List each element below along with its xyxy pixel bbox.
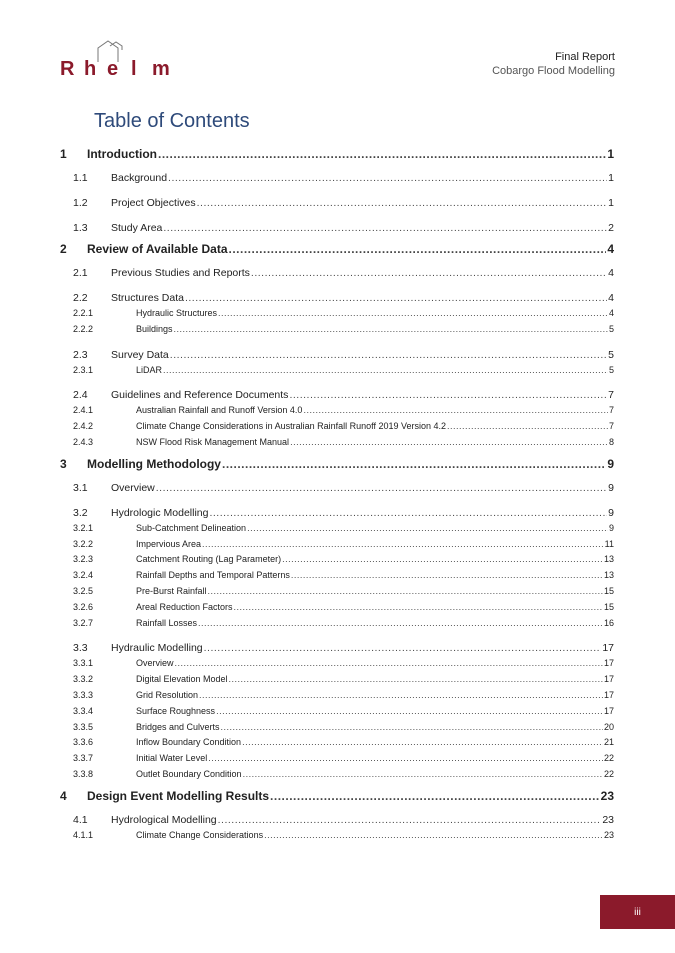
toc-entry-page: 4	[607, 242, 614, 256]
toc-leader-dots	[156, 482, 607, 494]
report-type: Final Report	[555, 51, 615, 63]
toc-entry[interactable]	[60, 308, 614, 324]
toc-entry-number: 2.2	[73, 292, 88, 304]
toc-entry-title: Survey Data	[111, 348, 169, 361]
toc-entry-number: 2.3.1	[73, 364, 94, 375]
toc-entry-page: 8	[608, 436, 614, 447]
toc-entry-number: 3.3.3	[73, 689, 94, 700]
toc-entry[interactable]	[60, 658, 614, 674]
toc-entry-title: Rainfall Losses	[136, 617, 198, 628]
rhelm-logo	[60, 38, 180, 80]
toc-entry-page: 7	[608, 389, 614, 402]
toc-entry-number: 3.2.5	[73, 585, 94, 596]
toc-entry-title: Review of Available Data	[87, 242, 228, 256]
toc-entry[interactable]	[60, 147, 614, 163]
toc-entry-number: 4	[60, 788, 67, 803]
toc-entry-title: Rainfall Depths and Temporal Patterns	[136, 570, 290, 581]
toc-entry[interactable]	[60, 172, 614, 188]
toc-entry-title: Hydraulic Modelling	[111, 642, 203, 655]
toc-entry-title: Guidelines and Reference Documents	[111, 389, 289, 402]
toc-leader-dots	[291, 570, 603, 580]
toc-entry-number: 3.3.8	[73, 768, 94, 779]
toc-entry-number: 4.1	[73, 813, 88, 826]
toc-entry-number: 3.2.6	[73, 601, 94, 612]
toc-entry[interactable]	[60, 421, 614, 437]
toc-leader-dots	[247, 523, 608, 533]
toc-entry-title: Outlet Boundary Condition	[136, 768, 242, 779]
toc-entry-page: 1	[608, 197, 614, 209]
toc-entry[interactable]	[60, 642, 614, 658]
toc-entry-title: Hydraulic Structures	[136, 308, 218, 318]
toc-leader-dots	[163, 222, 607, 234]
toc-entry-title: Background	[111, 172, 168, 184]
toc-entry-page: 1	[607, 147, 614, 161]
toc-entry-page: 16	[603, 617, 614, 628]
toc-entry-number: 3	[60, 456, 67, 471]
toc-entry-title: Grid Resolution	[136, 689, 199, 700]
toc-entry-number: 2.4	[73, 389, 88, 402]
toc-entry-title: Study Area	[111, 222, 163, 234]
toc-entry-page: 17	[602, 642, 614, 655]
toc-entry-title: Australian Rainfall and Runoff Version 4.0	[136, 405, 303, 416]
toc-leader-dots	[229, 242, 607, 256]
toc-leader-dots	[204, 642, 602, 654]
toc-entry-page: 22	[603, 753, 614, 764]
toc-entry-number: 3.2.2	[73, 538, 94, 549]
toc-entry-number: 2.3	[73, 348, 88, 361]
toc-entry[interactable]	[60, 389, 614, 405]
table-of-contents	[60, 143, 614, 846]
toc-entry-page: 23	[602, 813, 614, 826]
toc-entry[interactable]	[60, 722, 614, 738]
toc-entry-title: Inflow Boundary Condition	[136, 737, 242, 748]
toc-entry-page: 4	[608, 308, 614, 318]
toc-entry[interactable]	[60, 292, 614, 308]
toc-entry-page: 22	[603, 768, 614, 779]
toc-entry-title: Hydrologic Modelling	[111, 506, 209, 519]
toc-entry[interactable]	[60, 222, 614, 238]
toc-entry-title: LiDAR	[136, 364, 163, 375]
toc-entry[interactable]	[60, 242, 614, 258]
toc-entry-title: Climate Change Considerations in Australian Rainfall Runoff 2019 Version 4.2	[136, 421, 447, 432]
toc-entry-title: Introduction	[87, 147, 157, 161]
toc-entry-page: 15	[603, 585, 614, 596]
toc-entry-title: Climate Change Considerations	[136, 829, 264, 840]
toc-entry-number: 3.3.7	[73, 753, 94, 764]
toc-leader-dots	[197, 197, 608, 209]
toc-entry-page: 2	[608, 222, 614, 234]
toc-entry[interactable]	[60, 618, 614, 634]
logo-letter: e	[107, 58, 119, 80]
toc-entry-number: 1	[60, 147, 67, 161]
toc-entry-title: Hydrological Modelling	[111, 813, 217, 826]
toc-leader-dots	[251, 267, 607, 279]
toc-leader-dots	[198, 618, 603, 628]
toc-entry[interactable]	[60, 789, 614, 805]
logo-letter: R	[60, 58, 75, 80]
toc-leader-dots	[209, 507, 607, 519]
toc-leader-dots	[208, 753, 603, 763]
toc-entry-number: 3.1	[73, 481, 88, 494]
toc-entry-title: Areal Reduction Factors	[136, 601, 233, 612]
toc-entry[interactable]	[60, 586, 614, 602]
toc-leader-dots	[216, 706, 603, 716]
toc-entry-title: Sub-Catchment Delineation	[136, 522, 247, 533]
toc-entry-page: 5	[608, 323, 614, 334]
page-number-badge	[600, 895, 675, 929]
toc-entry[interactable]	[60, 570, 614, 586]
toc-entry-number: 3.2.7	[73, 617, 94, 628]
toc-leader-dots	[158, 147, 606, 161]
toc-entry-page: 23	[603, 829, 614, 840]
toc-leader-dots	[447, 421, 608, 431]
toc-entry-page: 5	[608, 348, 614, 361]
toc-entry-number: 2.4.1	[73, 405, 94, 416]
toc-leader-dots	[163, 365, 608, 375]
toc-entry-number: 3.3.1	[73, 658, 94, 669]
toc-entry[interactable]	[60, 539, 614, 555]
toc-leader-dots	[264, 830, 603, 840]
toc-entry[interactable]	[60, 523, 614, 539]
toc-entry-page: 9	[607, 456, 614, 471]
toc-entry-page: 4	[608, 292, 614, 304]
toc-entry-title: Previous Studies and Reports	[111, 267, 250, 279]
toc-entry-page: 11	[604, 538, 614, 549]
toc-entry-page: 7	[608, 405, 614, 416]
toc-entry-number: 1.2	[73, 197, 88, 209]
toc-entry-title: Overview	[136, 658, 174, 669]
toc-leader-dots	[218, 308, 608, 318]
toc-entry-title: NSW Flood Risk Management Manual	[136, 436, 290, 447]
toc-entry-page: 15	[603, 601, 614, 612]
toc-entry-number: 3.3.4	[73, 705, 94, 716]
toc-entry-page: 9	[608, 506, 614, 519]
toc-entry-number: 2.4.3	[73, 436, 94, 447]
toc-entry-page: 17	[603, 689, 614, 700]
toc-leader-dots	[234, 602, 603, 612]
project-name: Cobargo Flood Modelling	[492, 65, 615, 77]
toc-entry[interactable]	[60, 365, 614, 381]
toc-entry-number: 3.3.6	[73, 737, 94, 748]
toc-leader-dots	[290, 437, 608, 447]
toc-entry[interactable]	[60, 602, 614, 618]
toc-entry[interactable]	[60, 457, 614, 473]
toc-entry-number: 3.3	[73, 642, 88, 655]
toc-leader-dots	[174, 324, 608, 334]
logo-letter: m	[152, 58, 170, 80]
toc-leader-dots	[222, 457, 606, 471]
toc-entry-number: 3.2.3	[73, 554, 94, 565]
toc-entry[interactable]	[60, 324, 614, 340]
toc-entry-number: 1.3	[73, 222, 88, 234]
toc-entry-page: 20	[603, 721, 614, 732]
toc-leader-dots	[199, 690, 603, 700]
toc-entry-number: 2.4.2	[73, 421, 94, 432]
toc-leader-dots	[208, 586, 603, 596]
toc-entry-page: 13	[603, 554, 614, 565]
toc-entry[interactable]	[60, 674, 614, 690]
toc-leader-dots	[218, 814, 602, 826]
toc-entry-title: Bridges and Culverts	[136, 721, 220, 732]
toc-entry[interactable]	[60, 690, 614, 706]
toc-entry-page: 21	[603, 737, 614, 748]
toc-entry-number: 2.1	[73, 267, 88, 279]
toc-leader-dots	[270, 789, 600, 803]
logo-letter: l	[131, 58, 137, 80]
toc-leader-dots	[242, 737, 603, 747]
toc-leader-dots	[202, 539, 604, 549]
toc-entry[interactable]	[60, 830, 614, 846]
page-number: iii	[634, 906, 641, 918]
toc-entry-number: 3.3.5	[73, 721, 94, 732]
toc-entry[interactable]	[60, 405, 614, 421]
toc-entry-title: Buildings	[136, 323, 173, 334]
toc-entry-title: Surface Roughness	[136, 705, 216, 716]
toc-entry-page: 17	[603, 705, 614, 716]
toc-leader-dots	[170, 349, 607, 361]
toc-entry-page: 17	[603, 658, 614, 669]
toc-leader-dots	[303, 405, 608, 415]
toc-entry-title: Design Event Modelling Results	[87, 788, 270, 803]
toc-leader-dots	[185, 292, 607, 304]
toc-leader-dots	[221, 722, 603, 732]
toc-entry-number: 3.2.1	[73, 522, 94, 533]
toc-leader-dots	[282, 554, 603, 564]
toc-entry[interactable]	[60, 554, 614, 570]
toc-entry[interactable]	[60, 706, 614, 722]
toc-entry-page: 7	[608, 421, 614, 432]
toc-entry[interactable]	[60, 437, 614, 453]
toc-entry[interactable]	[60, 814, 614, 830]
toc-leader-dots	[243, 769, 603, 779]
toc-entry-page: 5	[608, 364, 614, 375]
toc-entry[interactable]	[60, 267, 614, 283]
toc-entry[interactable]	[60, 737, 614, 753]
toc-leader-dots	[168, 172, 607, 184]
toc-leader-dots	[289, 389, 607, 401]
toc-entry[interactable]	[60, 753, 614, 769]
toc-entry-number: 3.2.4	[73, 570, 94, 581]
toc-entry-page: 13	[603, 570, 614, 581]
toc-entry-number: 4.1.1	[73, 829, 94, 840]
toc-entry-number: 2.2.2	[73, 323, 94, 334]
toc-entry-title: Structures Data	[111, 292, 184, 304]
toc-entry-title: Project Objectives	[111, 197, 196, 209]
logo-letter: h	[84, 58, 97, 80]
toc-entry-title: Overview	[111, 481, 155, 494]
toc-title: Table of Contents	[94, 110, 250, 132]
toc-entry-title: Impervious Area	[136, 538, 202, 549]
toc-entry[interactable]	[60, 769, 614, 785]
toc-entry-page: 9	[608, 522, 614, 533]
toc-entry-title: Modelling Methodology	[87, 456, 221, 471]
toc-entry-title: Initial Water Level	[136, 753, 208, 764]
toc-entry-number: 3.3.2	[73, 674, 94, 685]
toc-leader-dots	[229, 674, 603, 684]
toc-entry-title: Catchment Routing (Lag Parameter)	[136, 554, 282, 565]
toc-entry-page: 23	[600, 788, 614, 803]
toc-entry-number: 3.2	[73, 506, 88, 519]
toc-entry-title: Digital Elevation Model	[136, 674, 228, 685]
toc-entry-page: 17	[603, 674, 614, 685]
toc-entry[interactable]	[60, 482, 614, 498]
toc-entry-number: 1.1	[73, 172, 88, 184]
toc-entry-page: 9	[608, 481, 614, 494]
toc-leader-dots	[175, 658, 603, 668]
toc-entry[interactable]	[60, 507, 614, 523]
toc-entry-page: 1	[608, 172, 614, 184]
toc-entry[interactable]	[60, 197, 614, 213]
toc-entry-number: 2	[60, 242, 67, 256]
toc-entry[interactable]	[60, 349, 614, 365]
toc-entry-title: Pre-Burst Rainfall	[136, 585, 207, 596]
toc-entry-page: 4	[608, 267, 614, 279]
toc-entry-number: 2.2.1	[73, 308, 94, 318]
report-meta	[492, 50, 615, 78]
